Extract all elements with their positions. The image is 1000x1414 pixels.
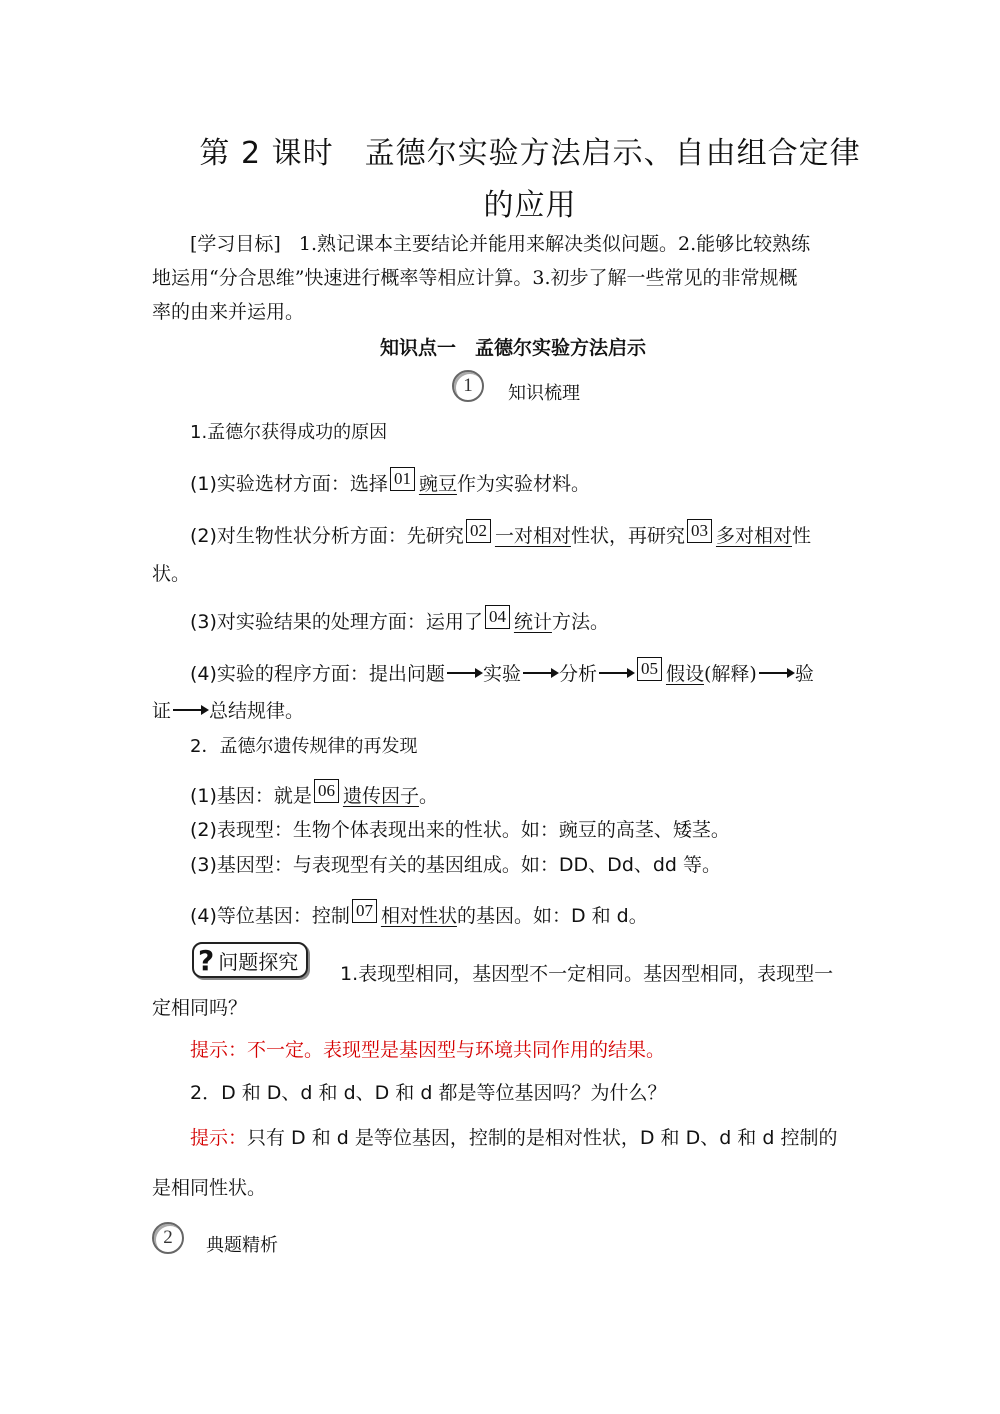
circle-number-icon: 2 [152,1222,184,1254]
part1-item4-line2 [152,693,304,729]
item-prefix: (1)实验选材方面： [190,473,350,495]
item-text: 方法。 [551,611,609,633]
question-badge [192,942,308,978]
page-title: 第 2 课时 孟德尔实验方法启示、自由组合定律 [199,136,861,171]
answer2-line2: 是相同性状。 [152,1177,267,1199]
subsection-label: 典题精析 [206,1235,278,1256]
arrow-right-icon [173,709,207,711]
objectives-label: [学习目标] [190,233,281,255]
item-text: 先研究 [406,525,464,547]
hint-text: 不一定。表现型是基因型与环境共同作用的结果。 [247,1039,666,1061]
item-prefix: (4)等位基因： [190,905,312,927]
blank-answer: 豌豆 [418,473,457,495]
item-text: 总结规律。 [209,700,305,722]
blank-number-box: 01 [390,467,415,491]
subsection-label: 知识梳理 [508,383,580,404]
item-text: 生物个体表现出来的性状。如：豌豆的高茎、矮茎。 [292,819,730,841]
blank-answer: 统计 [513,611,552,633]
item-text: 性状，再研究 [570,525,685,547]
blank-number-box: 02 [466,519,491,543]
item-text: 提出问题 [368,663,445,685]
item-text: 控制 [311,905,350,927]
part1-item1 [190,466,590,502]
item-text: 。 [418,785,438,807]
item-text: 作为实验材料。 [456,473,590,495]
answer2-line1 [190,1120,860,1156]
objectives-line1 [190,226,855,262]
part1-item3 [190,604,609,640]
question-mark-icon: ? [198,943,215,977]
hint-text: 只有 D 和 d 是等位基因，控制的是相对性状，D 和 D、d 和 d 控制的 [247,1127,838,1149]
part2-item4 [190,898,648,934]
arrow-right-icon [447,672,481,674]
objectives-line2: 地运用“分合思维”快速进行概率等相应计算。3.初步了解一些常见的非常规概 [152,267,798,289]
item-text: 的基因。如：D 和 d。 [456,905,648,927]
part1-item4 [190,656,814,692]
blank-number-box: 06 [314,779,339,803]
question-badge-label: 问题探究 [218,949,299,974]
circle-number-icon: 1 [452,370,484,402]
question1-line1: 1.表现型相同，基因型不一定相同。基因型相同，表现型一 [340,963,834,985]
blank-answer: 相对性状 [380,905,457,927]
blank-answer: 遗传因子 [342,785,419,807]
section-heading: 知识点一 孟德尔实验方法启示 [380,337,647,359]
blank-number-box: 05 [637,657,662,681]
question2: 2．D 和 D、d 和 d、D 和 d 都是等位基因吗？为什么？ [190,1082,667,1104]
item-text: 与表现型有关的基因组成。如：DD、Dd、dd 等。 [292,854,722,876]
answer1 [190,1032,665,1068]
arrow-right-icon [599,672,633,674]
blank-number-box: 03 [687,519,712,543]
item-text: 验 [794,663,814,685]
arrow-right-icon [523,672,557,674]
item-prefix: (4)实验的程序方面： [190,663,369,685]
part1-item2-line2: 状。 [152,563,191,585]
question1-line2: 定相同吗？ [152,997,248,1019]
objectives-line3: 率的由来并运用。 [152,301,305,323]
item-text: (解释) [703,663,757,685]
item-prefix: (3)基因型： [190,854,293,876]
part2-item3 [190,847,721,883]
arrow-right-icon [759,672,793,674]
item-text: 性 [791,525,811,547]
part1-heading: 1.孟德尔获得成功的原因 [190,422,388,443]
item-text: 选择 [349,473,388,495]
item-text: 实验 [482,663,521,685]
item-prefix: (1)基因： [190,785,274,807]
blank-answer: 多对相对 [715,525,792,547]
item-text: 分析 [558,663,597,685]
part2-item1 [190,778,438,814]
part2-heading: 2．孟德尔遗传规律的再发现 [190,736,418,757]
page-title-line2: 的应用 [483,188,577,223]
item-prefix: (3)对实验结果的处理方面： [190,611,426,633]
part1-item2 [190,518,811,554]
objectives-text: 1.熟记课本主要结论并能用来解决类似问题。2.能够比较熟练 [298,233,811,255]
blank-answer: 一对相对 [494,525,571,547]
item-text: 就是 [273,785,312,807]
hint-label: 提示： [190,1039,248,1061]
item-text: 证 [152,700,172,722]
blank-number-box: 04 [485,605,510,629]
item-text: 运用了 [425,611,483,633]
item-prefix: (2)对生物性状分析方面： [190,525,407,547]
hint-label: 提示： [190,1127,248,1149]
item-prefix: (2)表现型： [190,819,293,841]
part2-item2 [190,812,730,848]
blank-answer: 假设 [665,663,704,685]
blank-number-box: 07 [352,899,377,923]
